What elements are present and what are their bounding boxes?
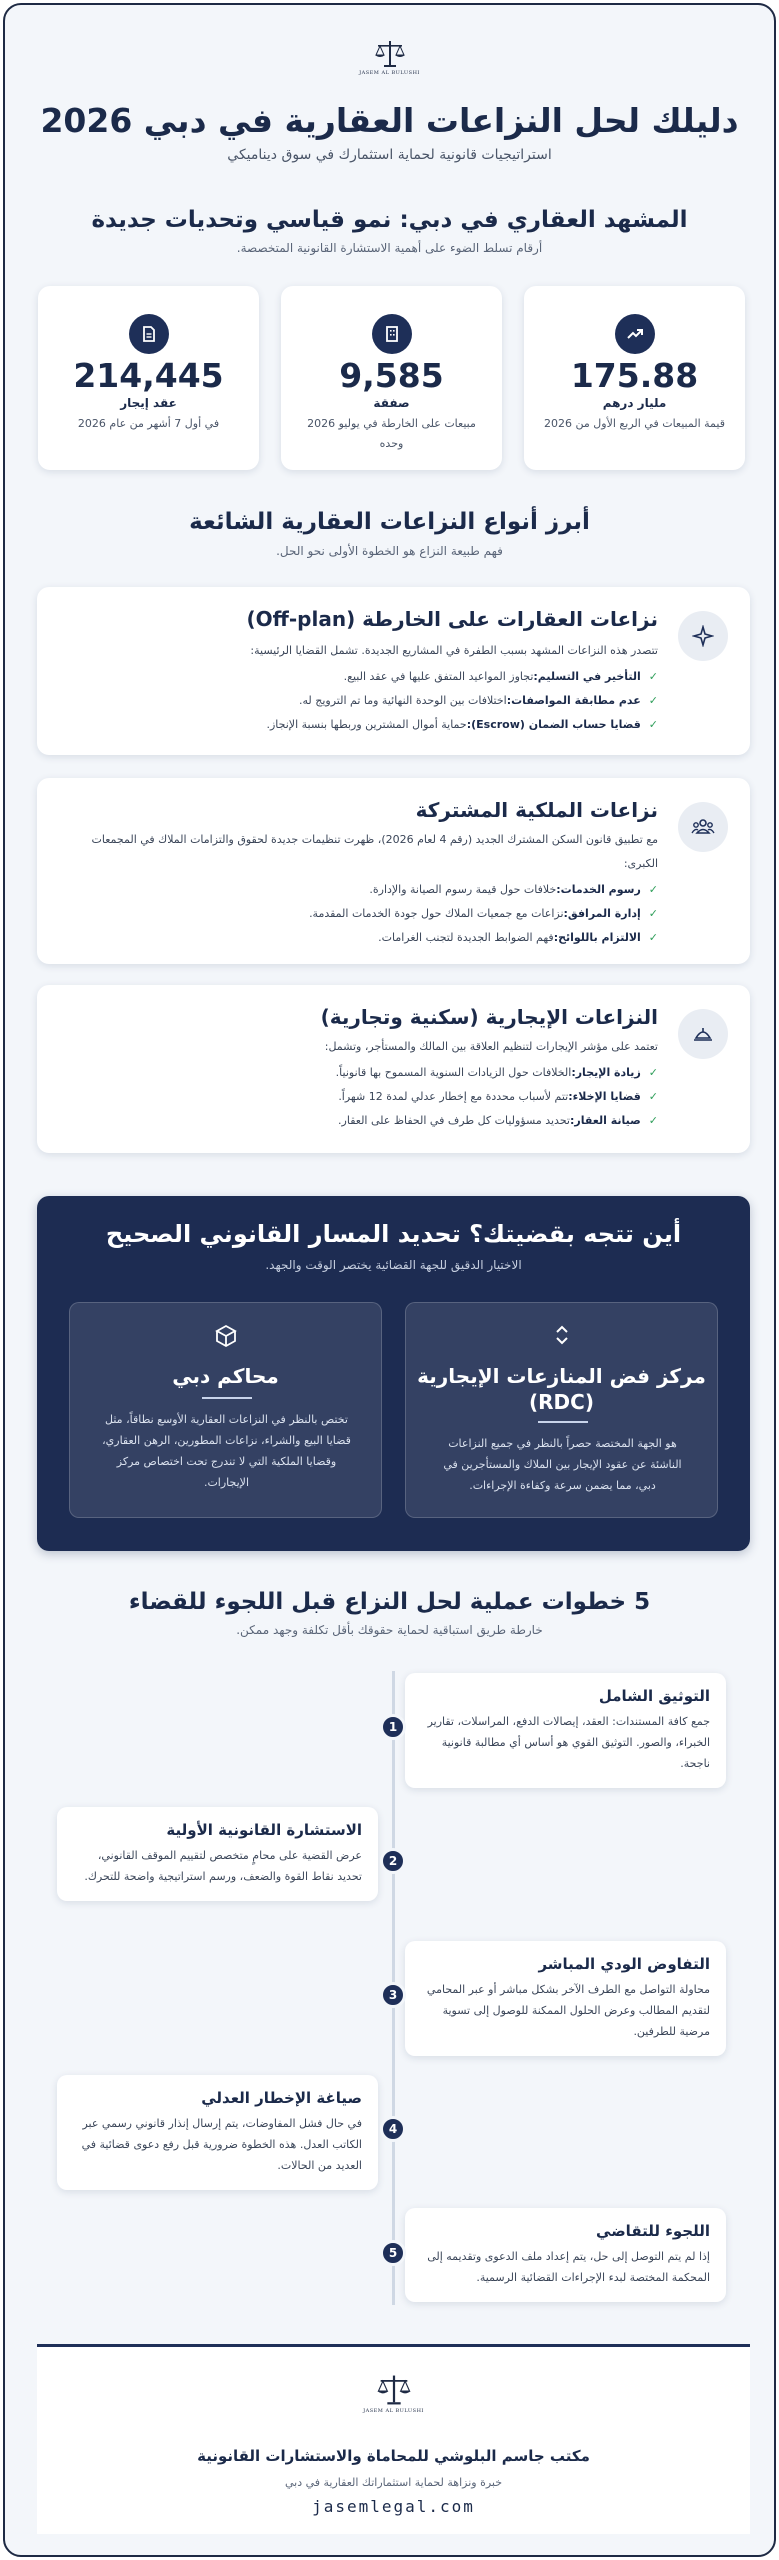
jurisdiction-section [37, 1196, 750, 1551]
steps-title: 5 خطوات عملية لحل النزاع قبل اللجوء للقضاء [128, 1589, 651, 1615]
infographic-page [3, 3, 776, 2557]
step-card-1 [405, 1673, 726, 1788]
dispute-title: نزاعات الملكية المشتركة [415, 798, 658, 822]
dispute-point: ✓عدم مطابقة المواصفات:اختلافات بين الوحدة النهائية وما تم الترويج له. [266, 689, 658, 713]
dispute-points [309, 878, 658, 950]
disputes-title: أبرز أنواع النزاعات العقارية الشائعة [189, 509, 590, 535]
header-logo [5, 39, 774, 76]
stat-value: 9,585 [339, 356, 444, 395]
step-desc: إذا لم يتم التوصل إلى حل، يتم إعداد ملف الدعوى وتقديمه إلى المحكمة المختصة لبدء الإجراءات القضائية الرسمية. [427, 2250, 710, 2284]
step-title: صياغة الإخطار العدلي [201, 2089, 362, 2107]
dispute-point: ✓صيانة العقار:تحديد مسؤوليات كل طرف في الحفاظ على العقار. [336, 1109, 658, 1133]
dispute-title: النزاعات الإيجارية (سكنية وتجارية) [320, 1005, 658, 1029]
logo-text: JASEM AL BULUSHI [363, 2408, 424, 2414]
firm-name: مكتب جاسم البلوشي للمحاماة والاستشارات القانونية [197, 2447, 590, 2465]
stat-value: 175.88 [570, 356, 699, 395]
chevrons-icon [406, 1323, 717, 1347]
page-subtitle: استراتيجيات قانونية لحماية استثمارك في سوق ديناميكي [227, 147, 552, 163]
step-number: 3 [380, 1982, 406, 2008]
dispute-point: ✓الالتزام باللوائح:فهم الضوابط الجديدة لتجنب الغرامات. [309, 926, 658, 950]
step-desc: في حال فشل المفاوضات، يتم إرسال إنذار قانوني رسمي عبر الكاتب العدل. هذه الخطوة ضرورية قبل رفع دعوى قضائية في العديد من الحالات. [81, 2117, 362, 2172]
step-card-5 [405, 2208, 726, 2302]
dispute-card-rental [37, 985, 750, 1153]
stat-card-sales-value [524, 286, 745, 470]
dispute-point: ✓إدارة المرافق:نزاعات مع جمعيات الملاك حول جودة الخدمات المقدمة. [309, 902, 658, 926]
dispute-point: ✓قضايا حساب الضمان (Escrow):حماية أموال المشترين وربطها بنسبة الإنجاز. [266, 713, 658, 737]
step-card-3 [405, 1941, 726, 2056]
step-number: 4 [380, 2116, 406, 2142]
step-title: التوثيق الشامل [598, 1687, 710, 1705]
step-desc: عرض القضية على محامٍ متخصص لتقييم الموقف القانوني، تحديد نقاط القوة والضعف، ورسم استراتيجية واضحة للتحرك. [84, 1849, 362, 1883]
steps-subtitle: خارطة طريق استباقية لحماية حقوقك بأقل تكلفة وجهد ممكن. [236, 1623, 543, 1637]
stat-card-offplan-deals [281, 286, 502, 470]
step-card-4 [57, 2075, 378, 2190]
scale-icon [678, 1009, 728, 1059]
jurisdiction-desc: تختص بالنظر في النزاعات العقارية الأوسع نطاقاً، مثل قضايا البيع والشراء، نزاعات المطورين، الرهن العقاري، وقضايا الملكية التي لا تندرج تحت اختصاص مركز الإيجارات. [102, 1413, 351, 1489]
step-title: الاستشارة القانونية الأولية [166, 1821, 362, 1839]
step-title: التفاوض الودي المباشر [538, 1955, 710, 1973]
footer-logo [37, 2373, 750, 2414]
divider [538, 1421, 588, 1423]
website-link[interactable]: jasemlegal.com [312, 2497, 475, 2516]
stat-label: مليار درهم [602, 396, 667, 410]
sparkle-icon [678, 611, 728, 661]
dispute-point: ✓رسوم الخدمات:خلافات حول قيمة رسوم الصيانة والإدارة. [309, 878, 658, 902]
check-icon: ✓ [648, 1114, 658, 1127]
dispute-points [266, 665, 658, 737]
step-number: 2 [380, 1848, 406, 1874]
dispute-point: ✓زيادة الإيجار:الخلافات حول الزيادات السنوية المسموح بها قانونياً. [336, 1061, 658, 1085]
community-icon [678, 802, 728, 852]
stat-label: عقد إيجار [120, 396, 177, 410]
landscape-subtitle: أرقام تسلط الضوء على أهمية الاستشارة القانونية المتخصصة. [236, 241, 543, 255]
step-card-2 [57, 1807, 378, 1901]
stat-value: 214,445 [73, 356, 224, 395]
dispute-desc: تتصدر هذه النزاعات المشهد بسبب الطفرة في المشاريع الجديدة. تشمل القضايا الرئيسية: [250, 644, 658, 657]
footer [37, 2344, 750, 2534]
cube-icon [70, 1323, 381, 1349]
jurisdiction-name: مركز فض المنازعات الإيجارية (RDC) [417, 1364, 706, 1414]
jurisdiction-title: أين تتجه بقضيتك؟ تحديد المسار القانوني الصحيح [105, 1220, 682, 1248]
landscape-title: المشهد العقاري في دبي: نمو قياسي وتحديات جديدة [91, 207, 688, 233]
stat-card-leases [38, 286, 259, 470]
dispute-title: نزاعات العقارات على الخارطة (Off-plan) [246, 607, 658, 631]
step-number: 1 [380, 1714, 406, 1740]
stat-desc: في أول 7 أشهر من عام 2026 [77, 417, 220, 430]
step-number: 5 [380, 2240, 406, 2266]
jurisdiction-name: محاكم دبي [172, 1364, 279, 1388]
dispute-card-joint-ownership [37, 778, 750, 964]
check-icon: ✓ [648, 694, 658, 707]
jurisdiction-subtitle: الاختيار الدقيق للجهة القضائية يختصر الوقت والجهد. [265, 1258, 522, 1272]
step-desc: محاولة التواصل مع الطرف الآخر بشكل مباشر أو عبر المحامي لتقديم المطالب وعرض الحلول الممكنة للوصول إلى تسوية مرضية للطرفين. [426, 1983, 710, 2038]
logo-text: JASEM AL BULUSHI [359, 70, 420, 76]
dispute-points [336, 1061, 658, 1133]
check-icon: ✓ [648, 883, 658, 896]
scales-logo-icon [372, 39, 408, 69]
stat-desc: قيمة المبيعات في الربع الأول من 2026 [544, 417, 725, 430]
dispute-point: ✓قضايا الإخلاء:تتم لأسباب محددة مع إخطار عدلي لمدة 12 شهراً. [336, 1085, 658, 1109]
dispute-desc: تعتمد على مؤشر الإيجارات لتنظيم العلاقة بين المالك والمستأجر، وتشمل: [324, 1040, 658, 1053]
check-icon: ✓ [648, 1090, 658, 1103]
trending-up-icon [615, 314, 655, 354]
check-icon: ✓ [648, 907, 658, 920]
page-title: دليلك لحل النزاعات العقارية في دبي 2026 [40, 101, 739, 140]
scales-logo-icon [374, 2373, 414, 2407]
dispute-card-offplan [37, 587, 750, 755]
jurisdiction-desc: هو الجهة المختصة حصراً بالنظر في جميع النزاعات الناشئة عن عقود الإيجار بين الملاك والمستأجرين في دبي، مما يضمن سرعة وكفاءة الإجراءات. [443, 1437, 682, 1492]
step-desc: جمع كافة المستندات: العقد، إيصالات الدفع، المراسلات، تقارير الخبراء، والصور. التوثيق القوي هو أساس أي مطالبة قانونية ناجحة. [427, 1715, 710, 1770]
building-icon [372, 314, 412, 354]
stat-label: صفقة [373, 396, 410, 410]
stat-desc: مبيعات على الخارطة في يوليو 2026 وحده [307, 417, 476, 450]
document-icon [129, 314, 169, 354]
jurisdiction-card-rdc [405, 1302, 718, 1518]
disputes-subtitle: فهم طبيعة النزاع هو الخطوة الأولى نحو الحل. [276, 544, 503, 558]
dispute-point: ✓التأخير في التسليم:تجاوز المواعيد المتفق عليها في عقد البيع. [266, 665, 658, 689]
check-icon: ✓ [648, 931, 658, 944]
check-icon: ✓ [648, 670, 658, 683]
divider [202, 1397, 252, 1399]
check-icon: ✓ [648, 718, 658, 731]
dispute-desc: مع تطبيق قانون السكن المشترك الجديد (رقم 4 لعام 2026)، ظهرت تنظيمات جديدة لحقوق والتزامات الملاك في المجمعات الكبرى: [91, 833, 658, 870]
jurisdiction-card-courts [69, 1302, 382, 1518]
firm-tagline: خبرة ونزاهة لحماية استثماراتك العقارية في دبي [284, 2476, 503, 2489]
step-title: اللجوء للتقاضي [596, 2222, 710, 2240]
check-icon: ✓ [648, 1066, 658, 1079]
